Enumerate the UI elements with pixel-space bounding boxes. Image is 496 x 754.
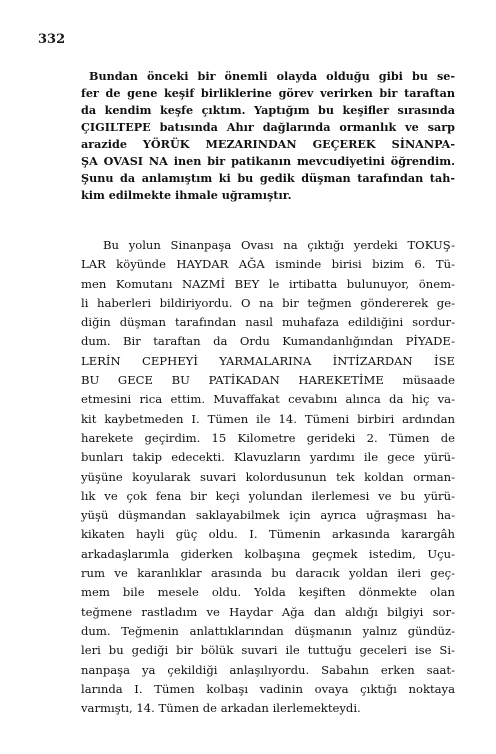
text-line: bunları takip edecekti. Klavuzların yardımı ile gece yürü-: [81, 450, 455, 465]
text-line: harekete geçirdim. 15 Kilometre gerideki 2. Tümen de: [81, 430, 455, 445]
text-line: men Komutanı NAZMİ BEY le irtibatta bulunuyor, önem-: [81, 276, 455, 291]
text-line: kikaten hayli güç oldu. I. Tümenin arkasında karargâh: [81, 527, 455, 542]
text-line: teğmene rastladım ve Haydar Ağa dan aldığı bilgiyi sor-: [81, 604, 455, 619]
text-line: Bundan önceki bir önemli olayda olduğu gibi bu se-: [89, 69, 455, 83]
text-line: Bu yolun Sinanpaşa Ovası na çıktığı yerdeki TOKUŞ-: [103, 238, 455, 252]
text-line: arkadaşlarımla giderken kolbaşına geçmek istedim, Uçu-: [81, 546, 455, 561]
text-line: arazide YÖRÜK MEZARINDAN GEÇEREK SİNANPA-: [81, 137, 455, 151]
text-line: kim edilmekte ihmale uğramıştır.: [81, 188, 292, 202]
text-line: LAR köyünde HAYDAR AĞA isminde birisi bizim 6. Tü-: [81, 257, 455, 272]
text-line: dum. Bir taraftan da Ordu Kumandanlığından PİYADE-: [81, 334, 455, 349]
text-line: yüşüne koyularak suvari kolordusunun tek koldan orman-: [81, 469, 455, 484]
text-line: varmıştı, 14. Tümen de arkadan ilerlemekteydi.: [81, 701, 361, 716]
text-line: lık ve çok fena bir keçi yolundan ilerlemesi ve bu yürü-: [81, 488, 455, 503]
text-line: kit kaybetmeden I. Tümen ile 14. Tümeni birbiri ardından: [81, 411, 455, 426]
page-number: 332: [38, 32, 66, 47]
paragraph-body: [81, 236, 455, 718]
text-line: diğin düşman tarafından nasıl muhafaza edildiğini sordur-: [81, 315, 455, 330]
text-line: rum ve karanlıklar arasında bu daracık yoldan ileri geç-: [81, 566, 455, 581]
text-line: larında I. Tümen kolbaşı vadinin ovaya çıktığı noktaya: [81, 681, 455, 696]
text-line: yüşü düşmandan saklayabilmek için ayrıca uğraşması ha-: [81, 508, 455, 523]
paragraph-bold: [81, 68, 455, 204]
text-line: fer de gene keşif birliklerine görev verirken bir taraftan: [81, 86, 455, 100]
text-line: leri bu gediği bir bölük suvari ile tuttuğu geceleri ise Si-: [81, 643, 455, 658]
text-line: ŞA OVASI NA inen bir patikanın mevcudiyetini öğrendim.: [81, 154, 455, 168]
text-line: li haberleri bildiriyordu. O na bir teğmen göndererek ge-: [81, 295, 455, 310]
text-line: BU GECE BU PATİKADAN HAREKETİME müsaade: [81, 373, 455, 388]
text-line: da kendim keşfe çıktım. Yaptığım bu keşifler sırasında: [81, 103, 455, 117]
text-line: etmesini rica ettim. Muvaffakat cevabını alınca da hiç va-: [81, 392, 455, 407]
text-line: ÇIGILTEPE batısında Ahır dağlarında ormanlık ve sarp: [81, 120, 455, 134]
text-line: Şunu da anlamıştım ki bu gedik düşman tarafından tah-: [81, 171, 455, 185]
text-line: LERİN CEPHEYİ YARMALARINA İNTİZARDAN İSE: [81, 353, 455, 368]
text-line: dum. Teğmenin anlattıklarından düşmanın yalnız gündüz-: [81, 623, 455, 638]
text-line: nanpaşa ya çekildiği anlaşılıyordu. Sabahın erken saat-: [81, 662, 455, 677]
text-line: mem bile mesele oldu. Yolda keşiften dönmekte olan: [81, 585, 455, 600]
